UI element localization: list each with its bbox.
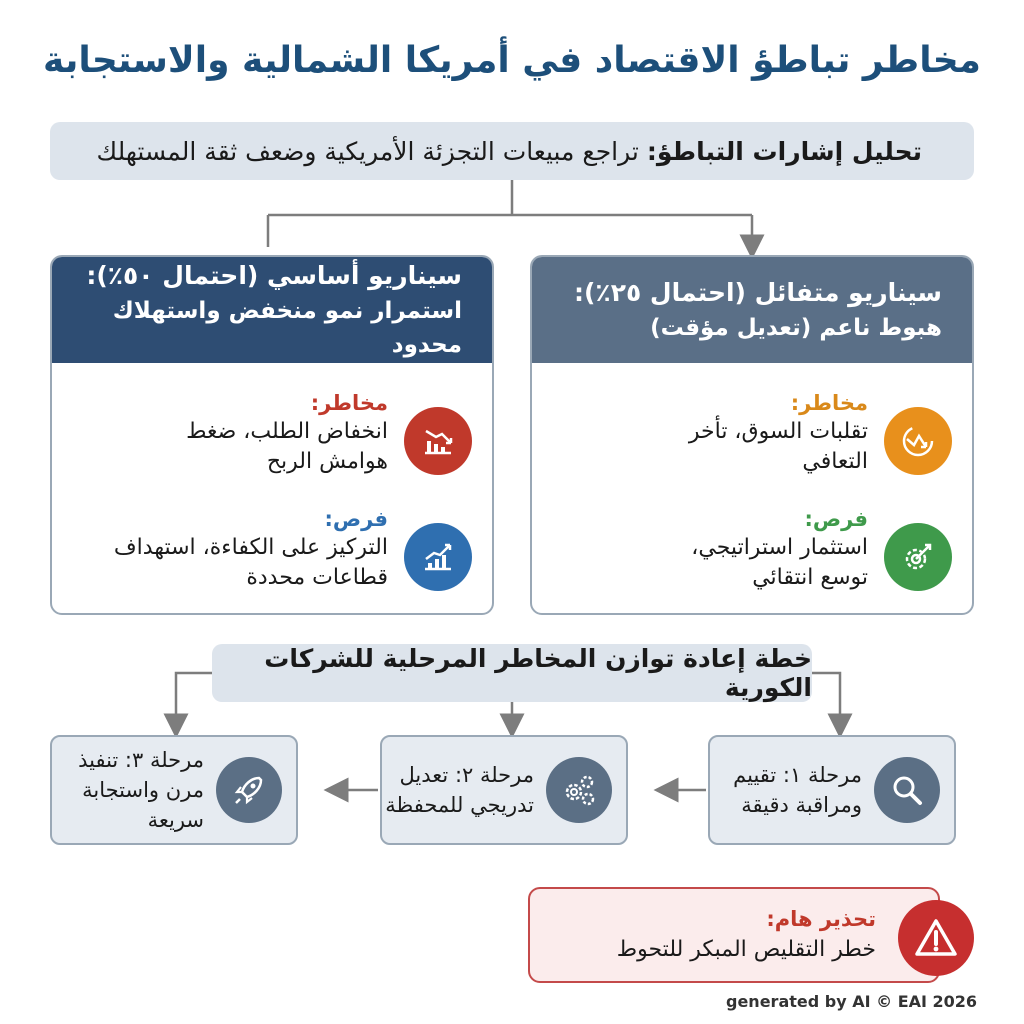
base-risk (148, 389, 472, 477)
optimistic-subheading: هبوط ناعم (تعديل مؤقت) (650, 315, 942, 341)
page-title: مخاطر تباطؤ الاقتصاد في أمريكا الشمالية والاستجابة (43, 40, 981, 81)
warning-box (528, 887, 940, 983)
signals-text: تراجع مبيعات التجزئة الأمريكية وضعف ثقة المستهلك (96, 136, 639, 166)
base-opportunity-label: فرص: (324, 507, 388, 531)
base-risk-text: انخفاض الطلب، ضغط هوامش الربح (186, 419, 388, 474)
warning-triangle-icon (898, 900, 974, 976)
base-heading: سيناريو أساسي (احتمال ٥٠٪): (86, 261, 462, 290)
phase-2-text: مرحلة ٢: تعديل تدريجي للمحفظة (385, 763, 534, 817)
optimistic-risk (648, 389, 952, 477)
base-scenario-header (52, 257, 492, 363)
plan-title: خطة إعادة توازن المخاطر المرحلية للشركات الكورية (212, 644, 812, 702)
phase-1-box (708, 735, 956, 845)
phase-3-box (50, 735, 298, 845)
optimistic-risk-label: مخاطر: (790, 391, 868, 415)
optimistic-opportunity-label: فرص: (804, 507, 868, 531)
signals-label: تحليل إشارات التباطؤ: (646, 136, 922, 166)
optimistic-risk-text: تقلبات السوق، تأخر التعافي (688, 419, 868, 474)
optimistic-scenario-header (532, 257, 972, 363)
rising-chart-icon (404, 523, 472, 591)
phase-1-text: مرحلة ١: تقييم ومراقبة دقيقة (733, 763, 862, 817)
optimistic-opportunity-text: استثمار استراتيجي، توسع انتقائي (691, 535, 868, 590)
base-subheading: استمرار نمو منخفض واستهلاك محدود (112, 298, 462, 358)
base-risk-label: مخاطر: (310, 391, 388, 415)
optimistic-heading: سيناريو متفائل (احتمال ٢٥٪): (574, 278, 942, 307)
footer-credit: generated by AI © EAI 2026 (726, 992, 978, 1011)
base-opportunity-text: التركيز على الكفاءة، استهداف قطاعات محددة (113, 535, 388, 590)
optimistic-scenario-card (530, 255, 974, 615)
optimistic-opportunity (648, 505, 952, 593)
phase-3-text: مرحلة ٣: تنفيذ مرن واستجابة سريعة (78, 748, 204, 832)
signals-box (50, 122, 974, 180)
base-opportunity (88, 505, 472, 593)
gears-icon (546, 757, 612, 823)
base-scenario-card (50, 255, 494, 615)
magnifier-icon (874, 757, 940, 823)
phase-2-box (380, 735, 628, 845)
warning-text: خطر التقليص المبكر للتحوط (616, 937, 876, 962)
gear-target-icon (884, 523, 952, 591)
warning-label: تحذير هام: (766, 907, 876, 931)
declining-chart-icon (404, 407, 472, 475)
volatility-icon (884, 407, 952, 475)
rocket-icon (216, 757, 282, 823)
